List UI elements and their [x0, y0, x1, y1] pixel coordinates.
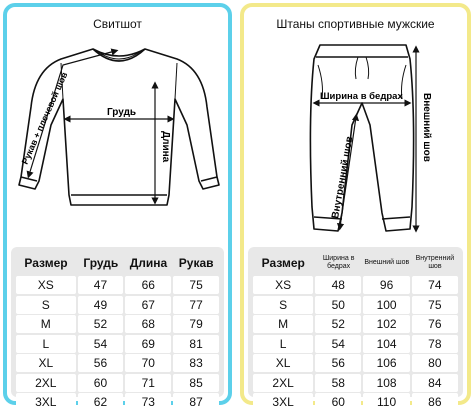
header-hips: Ширина в бедрах [322, 255, 355, 270]
pants-diagram [244, 7, 468, 247]
value-cell: 81 [173, 335, 219, 353]
value-cell: 66 [125, 276, 171, 294]
sweatshirt-diagram [7, 7, 229, 247]
value-cell: 102 [363, 315, 409, 333]
size-cell: M [16, 315, 76, 333]
pants-outline [310, 45, 413, 231]
hips-label: Ширина в бедрах [320, 91, 403, 102]
table-row [252, 335, 459, 353]
outer-seam-label: Внешний шов [421, 93, 432, 162]
value-cell: 76 [412, 315, 458, 333]
table-row [252, 315, 459, 333]
value-cell: 106 [363, 354, 409, 372]
header-chest: Грудь [83, 256, 119, 270]
table-row [15, 276, 220, 294]
size-cell: XS [253, 276, 313, 294]
value-cell: 52 [78, 315, 124, 333]
sweatshirt-outline [19, 49, 219, 205]
size-cell: S [16, 296, 76, 314]
size-cell: 3XL [253, 393, 313, 411]
table-row [15, 335, 220, 353]
value-cell: 78 [412, 335, 458, 353]
value-cell: 56 [315, 354, 361, 372]
value-cell: 75 [412, 296, 458, 314]
inner-seam-label: Внутренний шов [330, 135, 356, 220]
table-header [15, 253, 220, 273]
header-size: Размер [261, 256, 305, 270]
value-cell: 56 [78, 354, 124, 372]
value-cell: 86 [412, 393, 458, 411]
table-row [15, 315, 220, 333]
header-inner-seam: Внутренний шов [415, 255, 455, 270]
header-outer-seam: Внешний шов [364, 259, 410, 266]
value-cell: 54 [78, 335, 124, 353]
value-cell: 73 [125, 393, 171, 411]
size-cell: S [253, 296, 313, 314]
value-cell: 60 [78, 374, 124, 392]
value-cell: 84 [412, 374, 458, 392]
value-cell: 60 [315, 393, 361, 411]
table-row [15, 374, 220, 392]
value-cell: 50 [315, 296, 361, 314]
table-header [252, 253, 459, 273]
table-row [252, 276, 459, 294]
value-cell: 85 [173, 374, 219, 392]
value-cell: 54 [315, 335, 361, 353]
sleeve-label: Рукав + плечевой шов [19, 70, 70, 166]
size-cell: L [16, 335, 76, 353]
value-cell: 48 [315, 276, 361, 294]
value-cell: 96 [363, 276, 409, 294]
value-cell: 62 [78, 393, 124, 411]
pants-panel [240, 3, 471, 409]
size-cell: 2XL [16, 374, 76, 392]
value-cell: 70 [125, 354, 171, 372]
value-cell: 68 [125, 315, 171, 333]
sweatshirt-panel [3, 3, 232, 409]
table-row [15, 393, 220, 411]
table-row [252, 354, 459, 372]
value-cell: 49 [78, 296, 124, 314]
table-row [252, 393, 459, 411]
table-row [15, 354, 220, 372]
value-cell: 58 [315, 374, 361, 392]
table-row [15, 296, 220, 314]
value-cell: 74 [412, 276, 458, 294]
table-row [252, 374, 459, 392]
value-cell: 104 [363, 335, 409, 353]
size-cell: XL [16, 354, 76, 372]
value-cell: 47 [78, 276, 124, 294]
sweatshirt-title: Свитшот [93, 17, 142, 31]
chest-label: Грудь [107, 107, 137, 118]
header-size: Размер [24, 256, 68, 270]
value-cell: 108 [363, 374, 409, 392]
pants-size-table [248, 247, 463, 409]
value-cell: 79 [173, 315, 219, 333]
value-cell: 100 [363, 296, 409, 314]
pants-title: Штаны спортивные мужские [276, 17, 435, 31]
value-cell: 77 [173, 296, 219, 314]
value-cell: 83 [173, 354, 219, 372]
value-cell: 71 [125, 374, 171, 392]
value-cell: 69 [125, 335, 171, 353]
size-cell: M [253, 315, 313, 333]
table-row [252, 296, 459, 314]
value-cell: 80 [412, 354, 458, 372]
value-cell: 52 [315, 315, 361, 333]
header-length: Длина [129, 256, 168, 270]
size-cell: 3XL [16, 393, 76, 411]
sweatshirt-size-table [11, 247, 224, 409]
size-cell: L [253, 335, 313, 353]
size-cell: XS [16, 276, 76, 294]
header-sleeve: Рукав [178, 256, 214, 270]
size-cell: XL [253, 354, 313, 372]
size-cell: 2XL [253, 374, 313, 392]
value-cell: 75 [173, 276, 219, 294]
value-cell: 110 [363, 393, 409, 411]
length-label: Длина [160, 131, 171, 163]
value-cell: 67 [125, 296, 171, 314]
value-cell: 87 [173, 393, 219, 411]
